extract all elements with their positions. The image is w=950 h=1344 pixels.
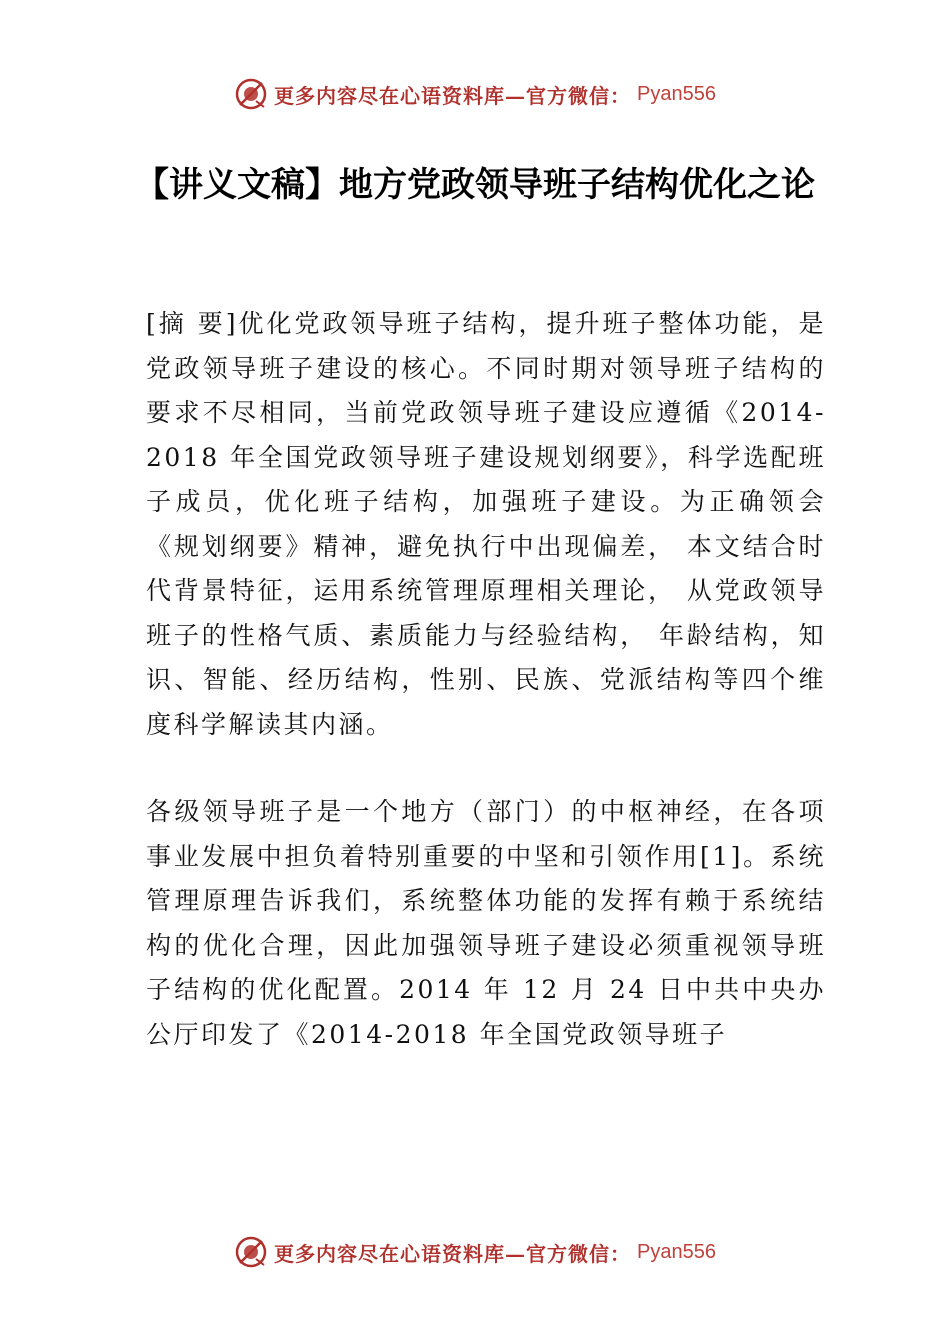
body-paragraph: 各级领导班子是一个地方（部门）的中枢神经，在各项事业发展中担负着特别重要的中坚和引领作用[1]。系统管理原理告诉我们，系统整体功能的发挥有赖于系统结构的优化合理，因此加强领导班子建设必须重视领导班子结构的优化配置。2014 年 12 月 24 日中共中央办公厅印发了《2014-2018 年全国党政领导班子	[146, 797, 826, 1049]
document-title: 【讲义文稿】地方党政领导班子结构优化之论	[135, 165, 815, 205]
footer-watermark	[0, 1232, 950, 1272]
watermark-text: 更多内容尽在心语资料库—官方微信：	[274, 83, 632, 108]
watermark-text: 更多内容尽在心语资料库—官方微信：	[274, 1241, 632, 1266]
abstract-paragraph: [摘 要]优化党政领导班子结构，提升班子整体功能，是党政领导班子建设的核心。不同时期对领导班子结构的要求不尽相同，当前党政领导班子建设应遵循《2014-2018 年全国党政领导班子建设规划纲要》，科学选配班子成员，优化班子结构，加强班子建设。为正确领会《规划纲要》精神，避免执行中出现偏差， 本文结合时代背景特征，运用系统管理原理相关理论， 从党政领导班子的性格气质、素质能力与经验结构， 年龄结构，知识、智能、经历结构，性别、民族、党派结构等四个维度科学解读其内涵。	[146, 309, 826, 739]
red-circle-logo-icon	[234, 77, 268, 111]
red-circle-logo-icon	[234, 1235, 268, 1269]
header-watermark	[0, 74, 950, 114]
watermark-wechat-id: Pyan556	[637, 1240, 716, 1263]
watermark-wechat-id: Pyan556	[637, 82, 716, 105]
